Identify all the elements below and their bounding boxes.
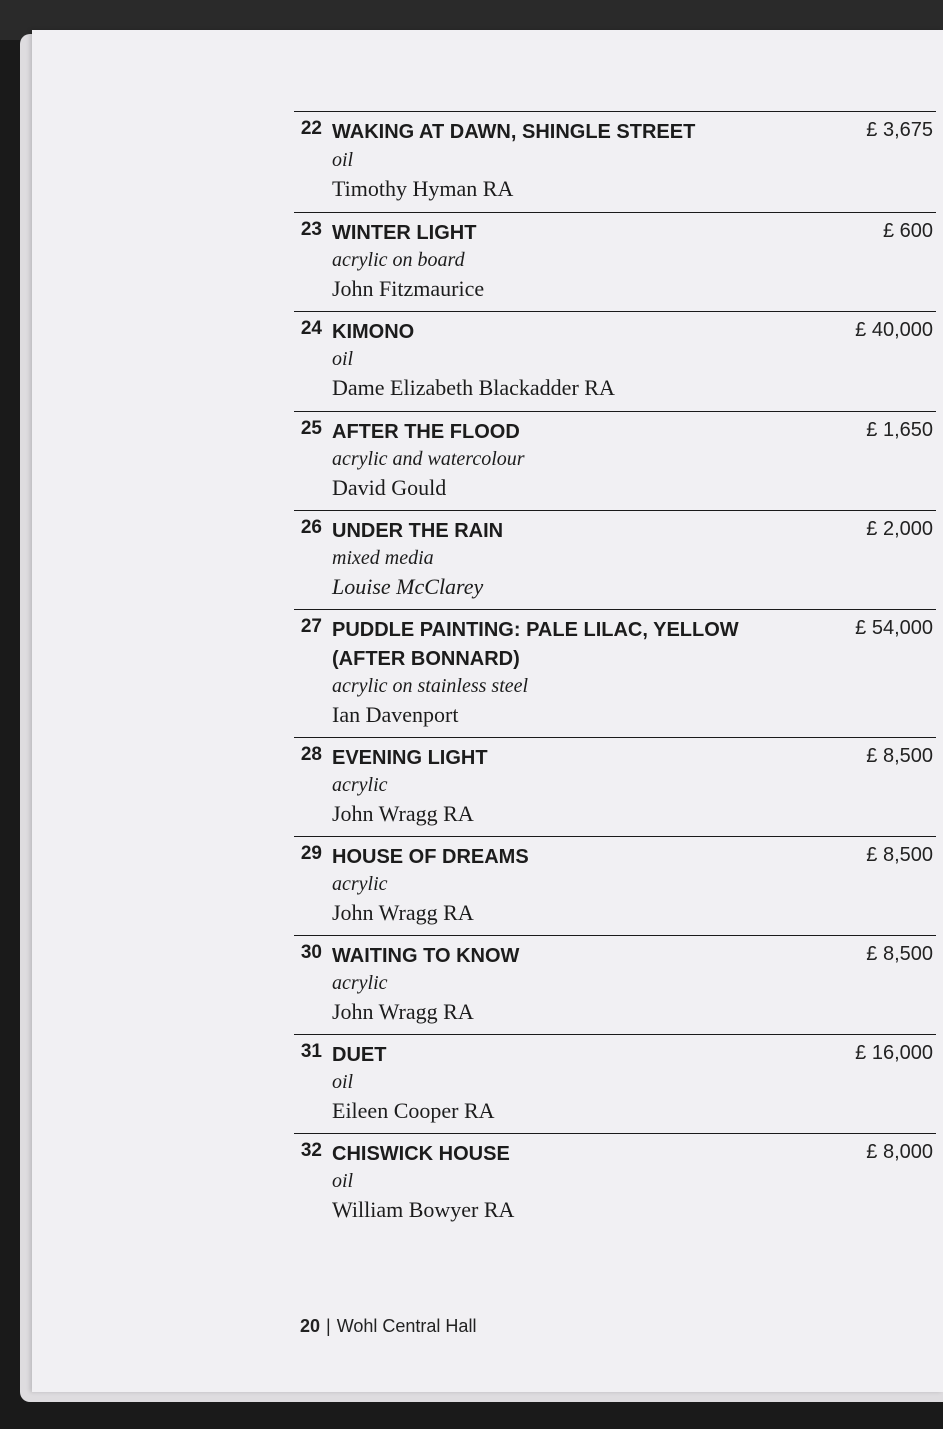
artist-name: David Gould [332,475,447,500]
lot-number: 32 [300,1140,322,1161]
artwork-medium: oil [332,1170,354,1192]
artist-name: William Bowyer RA [332,1197,515,1222]
artwork-medium: acrylic [332,774,388,796]
catalogue-entry [294,311,936,410]
page-footer [300,1316,476,1337]
artwork-title: PUDDLE PAINTING: PALE LILAC, YELLOW (AFTER BONNARD) [332,619,739,670]
catalogue-entry [294,609,936,737]
artist-name: John Wragg RA [332,801,474,826]
artwork-price: £ 40,000 [855,319,933,341]
lot-number: 27 [300,616,322,637]
catalogue-entry [294,111,936,212]
artist-name: Louise McClarey [332,574,484,599]
artwork-price: £ 8,500 [866,844,933,866]
lot-number: 26 [300,517,322,538]
artwork-title: WAKING AT DAWN, SHINGLE STREET [332,121,696,143]
artwork-title: WAITING TO KNOW [332,945,520,967]
lot-number: 30 [300,942,322,963]
artwork-medium: acrylic [332,873,388,895]
artwork-title: KIMONO [332,321,415,343]
artwork-title: CHISWICK HOUSE [332,1143,510,1165]
catalogue-entry [294,836,936,935]
artist-name: John Wragg RA [332,900,474,925]
artwork-title: WINTER LIGHT [332,222,477,244]
artist-name: Ian Davenport [332,702,459,727]
footer-separator: | [326,1316,331,1336]
catalogue-entry [294,1034,936,1133]
artist-name: Timothy Hyman RA [332,176,514,201]
artist-name: Eileen Cooper RA [332,1098,495,1123]
artwork-medium: acrylic [332,972,388,994]
artwork-price: £ 600 [882,220,933,242]
artwork-price: £ 8,500 [866,943,933,965]
artwork-medium: oil [332,1071,354,1093]
artwork-medium: oil [332,348,354,370]
page-number: 20 [300,1316,321,1336]
artwork-title: DUET [332,1044,387,1066]
lot-number: 31 [300,1041,322,1062]
artwork-medium: mixed media [332,547,434,569]
artist-name: John Wragg RA [332,999,474,1024]
artwork-price: £ 8,500 [866,745,933,767]
lot-number: 24 [300,318,322,339]
artwork-title: UNDER THE RAIN [332,520,504,542]
artwork-title: HOUSE OF DREAMS [332,846,529,868]
catalogue-entry [294,935,936,1034]
artwork-price: £ 16,000 [855,1042,933,1064]
artwork-price: £ 54,000 [855,617,933,639]
artwork-price: £ 2,000 [866,518,933,540]
catalogue-entry [294,737,936,836]
artwork-title: AFTER THE FLOOD [332,421,520,443]
artist-name: Dame Elizabeth Blackadder RA [332,375,615,400]
artwork-price: £ 1,650 [866,419,933,441]
artwork-medium: acrylic on stainless steel [332,675,529,697]
artwork-price: £ 3,675 [866,119,933,141]
artwork-medium: acrylic on board [332,249,465,271]
lot-number: 28 [300,744,322,765]
catalogue-entry [294,510,936,609]
catalogue-entry [294,212,936,311]
artwork-medium: acrylic and watercolour [332,448,525,470]
lot-number: 25 [300,418,322,439]
catalogue-entry [294,411,936,510]
artwork-medium: oil [332,149,354,171]
artwork-title: EVENING LIGHT [332,747,488,769]
artwork-price: £ 8,000 [866,1141,933,1163]
lot-number: 22 [300,118,322,139]
catalogue-page [32,30,943,1392]
artist-name: John Fitzmaurice [332,276,485,301]
venue-name: Wohl Central Hall [336,1316,477,1336]
lot-number: 29 [300,843,322,864]
catalogue-entry [294,1133,936,1232]
lot-number: 23 [300,219,322,240]
